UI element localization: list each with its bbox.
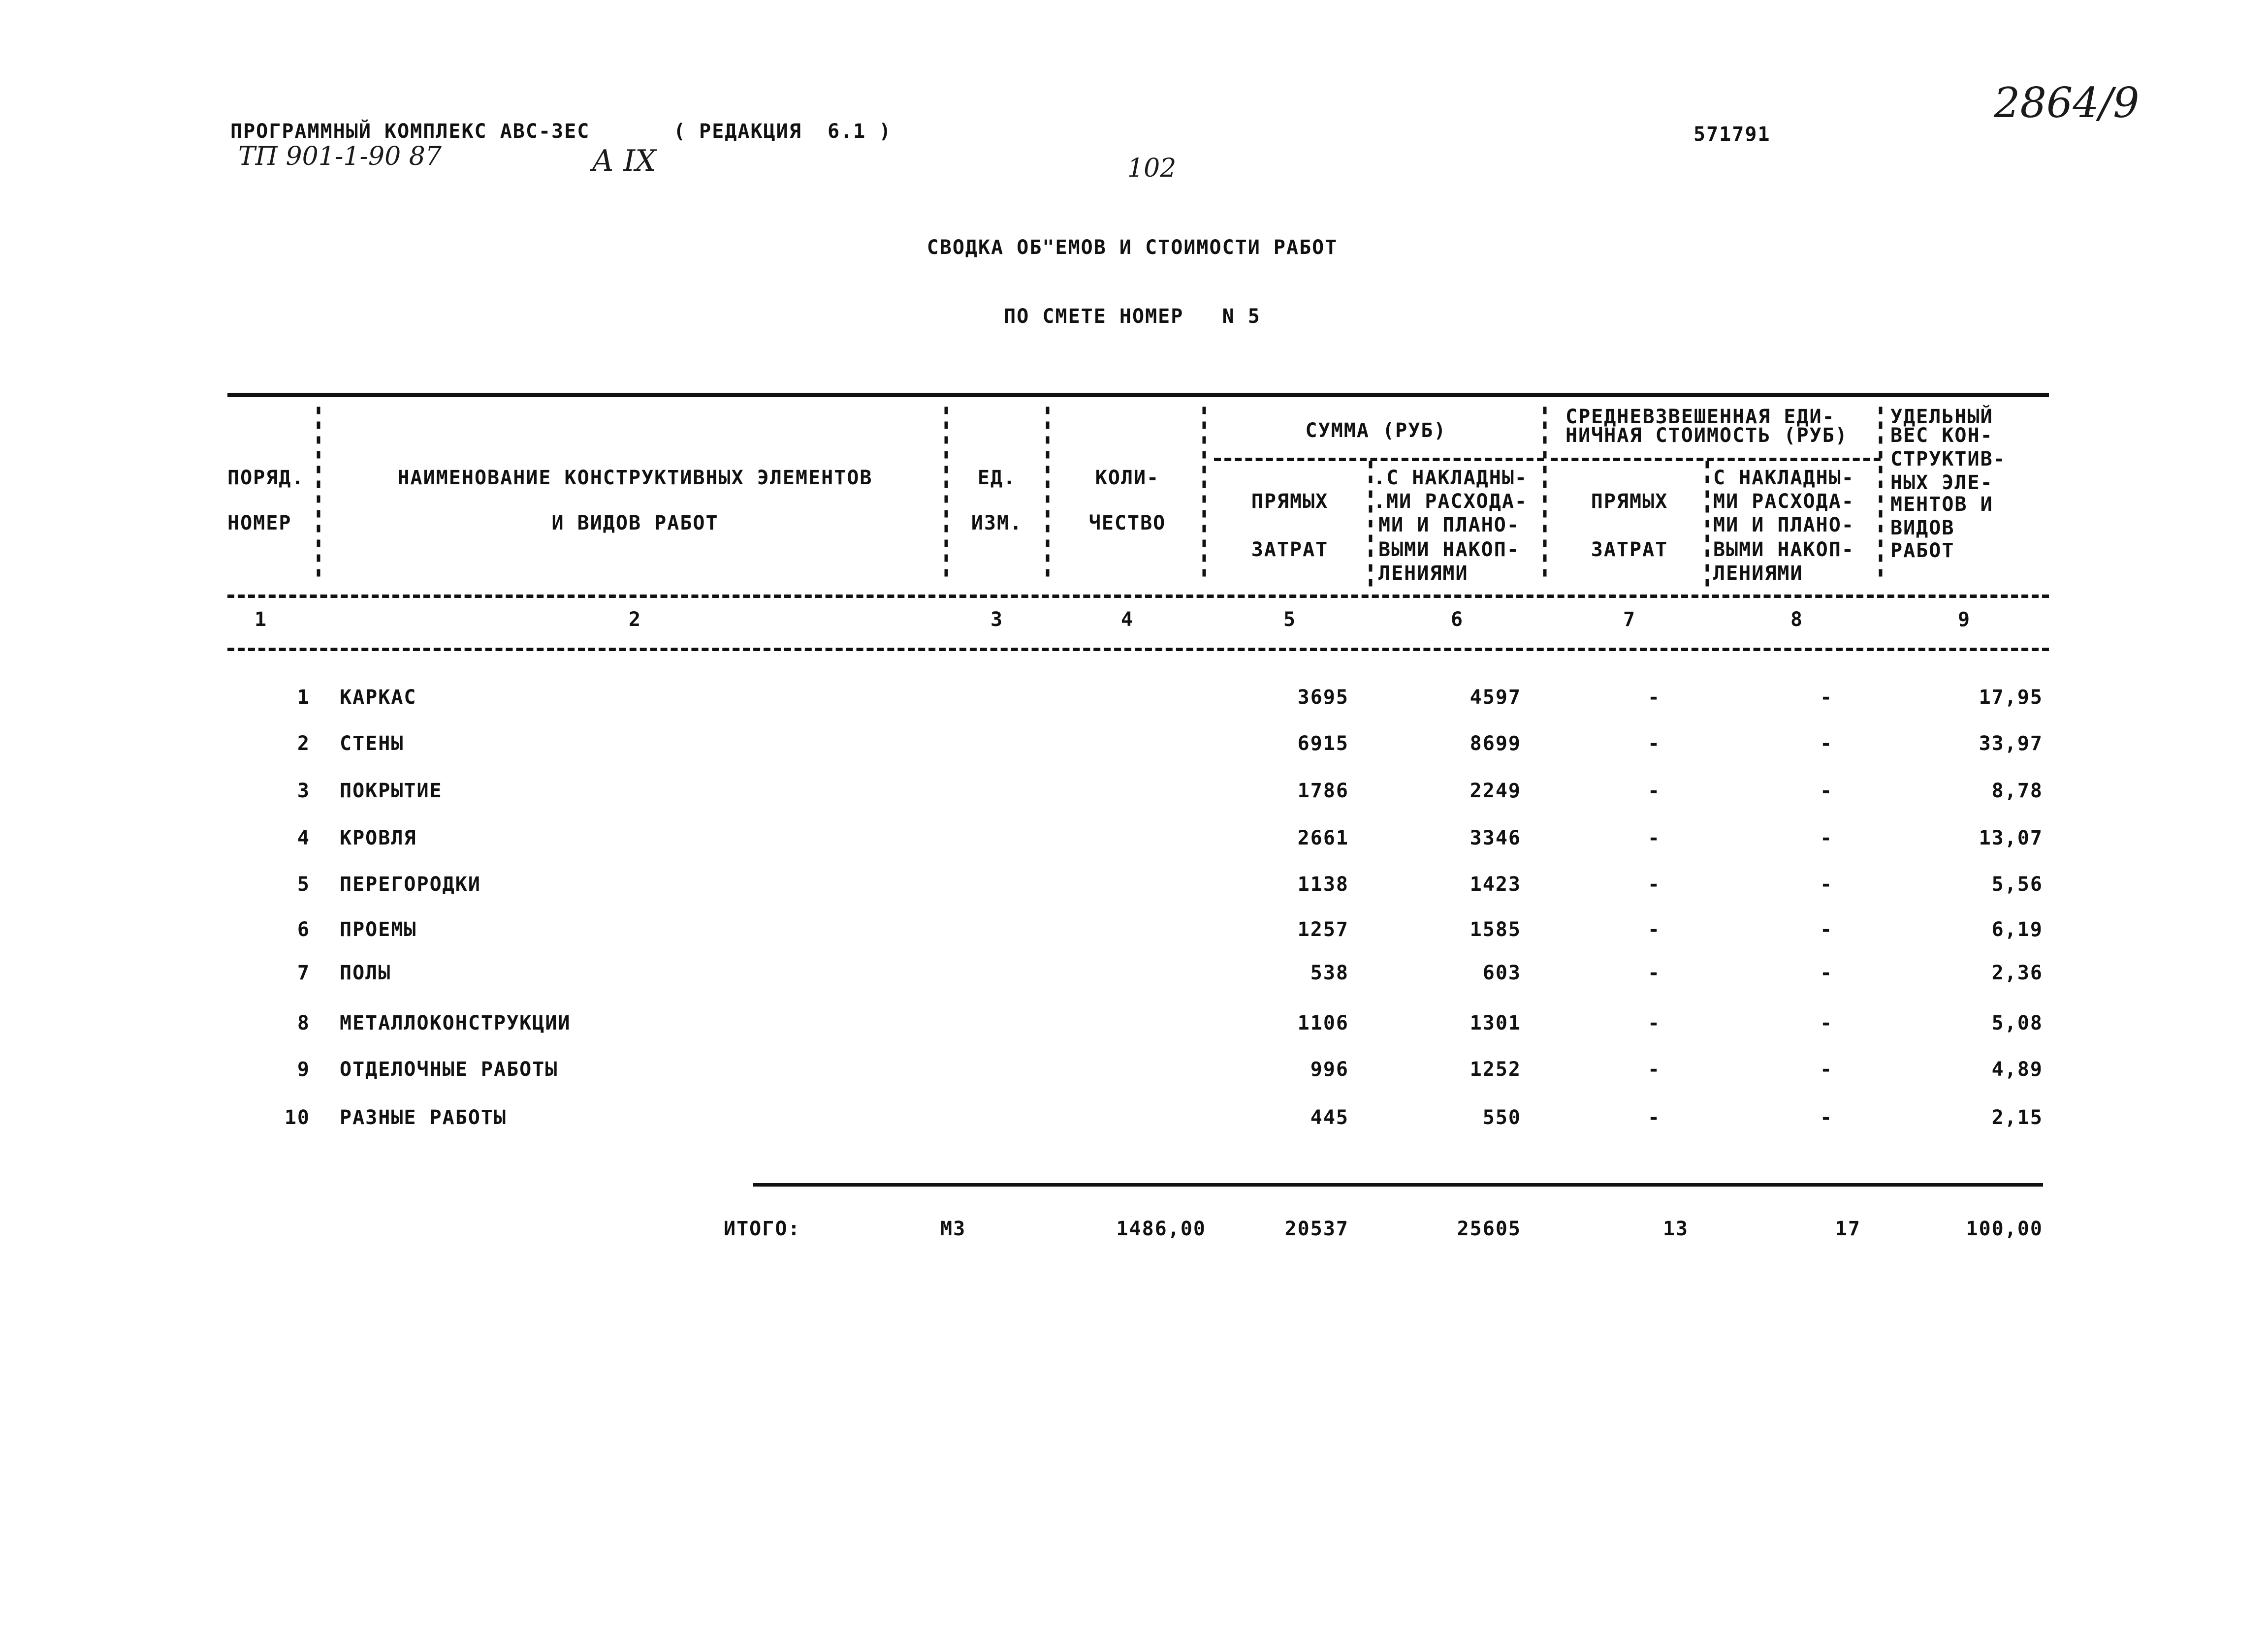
- row-avg-overhead: -: [1820, 918, 1833, 941]
- row-avg-overhead: -: [1820, 1058, 1833, 1081]
- col-direct-label-2: ЗАТРАТ: [1251, 538, 1329, 561]
- row-name: ПОЛЫ: [340, 962, 391, 984]
- col-number-5: 5: [1283, 608, 1297, 631]
- total-direct: 20537: [1284, 1218, 1349, 1240]
- row-overhead: 2249: [1469, 780, 1521, 802]
- col-overhead-label-1: .С НАКЛАДНЫ-: [1374, 467, 1528, 489]
- sum-group-label: СУММА (РУБ): [1305, 419, 1447, 442]
- col-share-label-3: СТРУКТИВ-: [1890, 448, 2006, 470]
- col-share-label-2: ВЕС КОН-: [1890, 424, 1993, 447]
- album-handwritten: А IX: [592, 144, 656, 178]
- row-share: 6,19: [1991, 918, 2043, 941]
- col-number-7: 7: [1623, 608, 1636, 631]
- col-avg-direct-label-2: ЗАТРАТ: [1591, 538, 1668, 561]
- row-overhead: 1252: [1469, 1058, 1521, 1081]
- total-quantity: 1486,00: [1116, 1218, 1206, 1240]
- col-unit-label-2: ИЗМ.: [971, 512, 1023, 534]
- row-direct: 3695: [1297, 686, 1349, 709]
- total-share: 100,00: [1966, 1218, 2043, 1240]
- row-avg-overhead: -: [1820, 962, 1833, 984]
- row-avg-overhead: -: [1820, 780, 1833, 802]
- row-name: ОТДЕЛОЧНЫЕ РАБОТЫ: [340, 1058, 558, 1081]
- row-share: 4,89: [1991, 1058, 2043, 1081]
- col-qty-label-1: КОЛИ-: [1095, 467, 1160, 489]
- row-name: ПОКРЫТИЕ: [340, 780, 443, 802]
- row-share: 5,08: [1991, 1012, 2043, 1034]
- col-avg-overhead-label-2: МИ РАСХОДА-: [1713, 490, 1854, 513]
- row-number: 9: [297, 1058, 310, 1081]
- col-qty-label-2: ЧЕСТВО: [1088, 512, 1166, 534]
- row-name: КРОВЛЯ: [340, 827, 417, 849]
- avg-group-label-1: СРЕДНЕВЗВЕШЕННАЯ ЕДИ-: [1565, 406, 1835, 428]
- row-share: 5,56: [1991, 873, 2043, 896]
- row-direct: 1106: [1297, 1012, 1349, 1034]
- row-avg-direct: -: [1647, 827, 1661, 849]
- edition-label: ( РЕДАКЦИЯ 6.1 ): [673, 120, 892, 143]
- row-share: 13,07: [1979, 827, 2043, 849]
- row-number: 3: [297, 780, 310, 802]
- row-name: МЕТАЛЛОКОНСТРУКЦИИ: [340, 1012, 571, 1034]
- col-order-label-2: НОМЕР: [227, 512, 292, 534]
- col-share-label-6: ВИДОВ: [1890, 517, 1955, 539]
- row-share: 33,97: [1979, 732, 2043, 755]
- row-avg-direct: -: [1647, 918, 1661, 941]
- row-avg-overhead: -: [1820, 873, 1833, 896]
- row-number: 6: [297, 918, 310, 941]
- col-number-6: 6: [1450, 608, 1464, 631]
- numbers-divider: [227, 648, 2049, 651]
- row-share: 17,95: [1979, 686, 2043, 709]
- row-overhead: 1585: [1469, 918, 1521, 941]
- row-overhead: 1301: [1469, 1012, 1521, 1034]
- row-name: СТЕНЫ: [340, 732, 404, 755]
- row-avg-direct: -: [1647, 732, 1661, 755]
- col-share-label-7: РАБОТ: [1890, 539, 1955, 562]
- col-number-2: 2: [628, 608, 642, 631]
- total-overhead: 25605: [1457, 1218, 1521, 1240]
- row-name: КАРКАС: [340, 686, 417, 709]
- row-overhead: 550: [1482, 1106, 1521, 1129]
- total-label: ИТОГО:: [724, 1218, 801, 1240]
- page-number-handwritten: 102: [1127, 154, 1177, 183]
- row-name: РАЗНЫЕ РАБОТЫ: [340, 1106, 507, 1129]
- row-avg-overhead: -: [1820, 827, 1833, 849]
- row-avg-direct: -: [1647, 1106, 1661, 1129]
- col-avg-overhead-label-3: МИ И ПЛАНО-: [1713, 514, 1854, 536]
- document-code: 571791: [1693, 123, 1771, 146]
- total-rule: [753, 1183, 2043, 1187]
- row-number: 10: [284, 1106, 310, 1129]
- row-share: 2,15: [1991, 1106, 2043, 1129]
- col-number-8: 8: [1790, 608, 1804, 631]
- row-number: 5: [297, 873, 310, 896]
- row-overhead: 8699: [1469, 732, 1521, 755]
- col-share-label-4: НЫХ ЭЛЕ-: [1890, 471, 1993, 494]
- row-share: 2,36: [1991, 962, 2043, 984]
- col-number-4: 4: [1120, 608, 1134, 631]
- row-avg-overhead: -: [1820, 686, 1833, 709]
- col-avg-overhead-label-5: ЛЕНИЯМИ: [1713, 562, 1803, 585]
- sheet-number-handwritten: 2864/9: [1994, 79, 2140, 127]
- row-avg-direct: -: [1647, 780, 1661, 802]
- row-avg-direct: -: [1647, 962, 1661, 984]
- row-share: 8,78: [1991, 780, 2043, 802]
- row-direct: 538: [1310, 962, 1349, 984]
- col-unit-label-1: ЕД.: [977, 467, 1017, 489]
- row-avg-overhead: -: [1820, 1012, 1833, 1034]
- row-name: ПЕРЕГОРОДКИ: [340, 873, 481, 896]
- row-direct: 996: [1310, 1058, 1349, 1081]
- col-name-label-1: НАИМЕНОВАНИЕ КОНСТРУКТИВНЫХ ЭЛЕМЕНТОВ: [397, 467, 873, 489]
- total-avg-overhead: 17: [1835, 1218, 1861, 1240]
- row-name: ПРОЕМЫ: [340, 918, 417, 941]
- row-avg-overhead: -: [1820, 1106, 1833, 1129]
- col-avg-overhead-label-1: С НАКЛАДНЫ-: [1713, 467, 1854, 489]
- sum-group-rule: [1214, 458, 1544, 461]
- report-title: СВОДКА ОБ"ЕМОВ И СТОИМОСТИ РАБОТ: [926, 236, 1338, 259]
- row-number: 2: [297, 732, 310, 755]
- avg-group-label-2: НИЧНАЯ СТОИМОСТЬ (РУБ): [1565, 424, 1848, 447]
- row-overhead: 1423: [1469, 873, 1521, 896]
- row-direct: 1786: [1297, 780, 1349, 802]
- row-number: 8: [297, 1012, 310, 1034]
- col-share-label-1: УДЕЛЬНЫЙ: [1890, 406, 1993, 428]
- tp-handwritten: ТП 901-1-90 87: [238, 142, 442, 171]
- col-share-label-5: МЕНТОВ И: [1890, 493, 1993, 516]
- col-avg-direct-label-1: ПРЯМЫХ: [1591, 490, 1668, 513]
- row-direct: 1138: [1297, 873, 1349, 896]
- row-overhead: 603: [1482, 962, 1521, 984]
- total-unit: М3: [940, 1218, 966, 1240]
- col-number-9: 9: [1957, 608, 1971, 631]
- avg-group-rule: [1551, 458, 1881, 461]
- row-overhead: 3346: [1469, 827, 1521, 849]
- col-number-1: 1: [254, 608, 268, 631]
- row-avg-direct: -: [1647, 873, 1661, 896]
- col-overhead-label-4: ВЫМИ НАКОП-: [1378, 538, 1520, 561]
- col-overhead-label-5: ЛЕНИЯМИ: [1378, 562, 1469, 585]
- row-direct: 6915: [1297, 732, 1349, 755]
- col-name-label-2: И ВИДОВ РАБОТ: [551, 512, 719, 534]
- row-direct: 1257: [1297, 918, 1349, 941]
- estimate-number: ПО СМЕТЕ НОМЕР N 5: [1004, 305, 1261, 328]
- program-name: ПРОГРАММНЫЙ КОМПЛЕКС АВС-3ЕС: [230, 120, 590, 143]
- row-overhead: 4597: [1469, 686, 1521, 709]
- row-number: 1: [297, 686, 310, 709]
- header-divider: [227, 595, 2049, 598]
- row-direct: 2661: [1297, 827, 1349, 849]
- row-avg-direct: -: [1647, 686, 1661, 709]
- col-avg-overhead-label-4: ВЫМИ НАКОП-: [1713, 538, 1854, 561]
- col-overhead-label-2: .МИ РАСХОДА-: [1374, 490, 1528, 513]
- col-number-3: 3: [990, 608, 1004, 631]
- row-avg-direct: -: [1647, 1058, 1661, 1081]
- col-overhead-label-3: МИ И ПЛАНО-: [1378, 514, 1520, 536]
- col-direct-label-1: ПРЯМЫХ: [1251, 490, 1329, 513]
- col-order-label-1: ПОРЯД.: [227, 467, 305, 489]
- total-avg-direct: 13: [1662, 1218, 1689, 1240]
- row-avg-overhead: -: [1820, 732, 1833, 755]
- row-avg-direct: -: [1647, 1012, 1661, 1034]
- row-number: 4: [297, 827, 310, 849]
- row-number: 7: [297, 962, 310, 984]
- row-direct: 445: [1310, 1106, 1349, 1129]
